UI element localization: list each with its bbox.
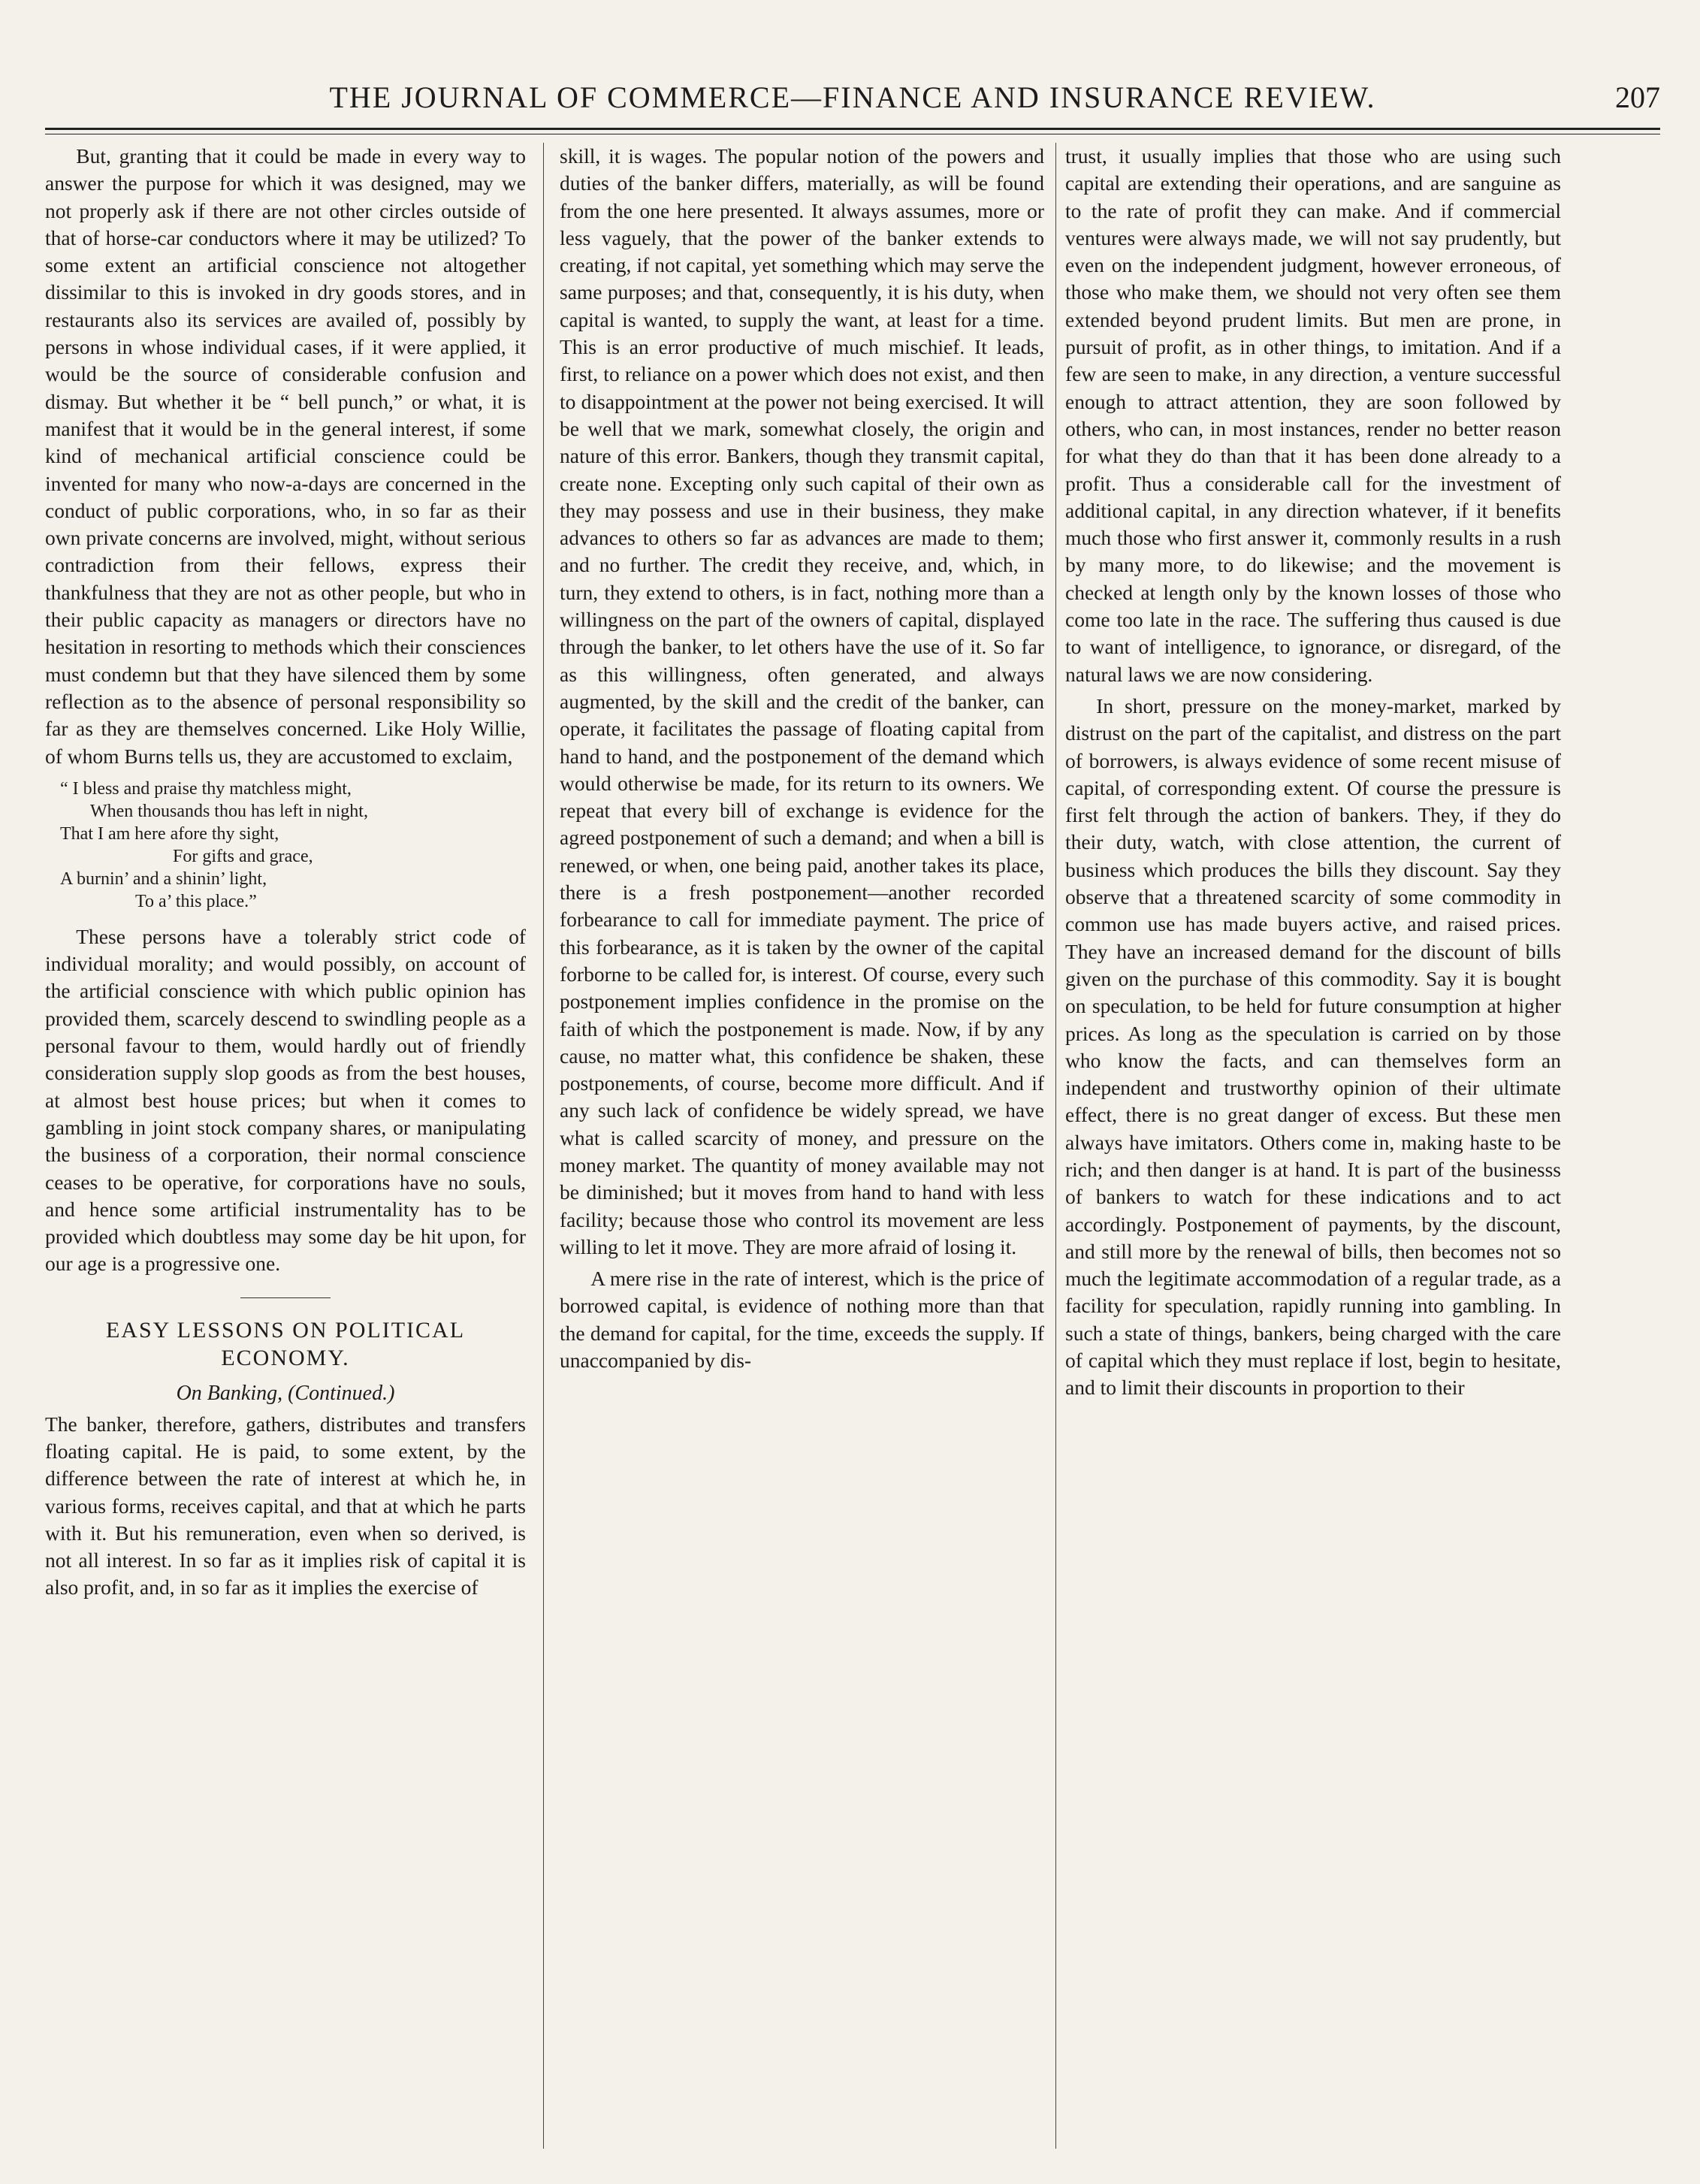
- poem-line: For gifts and grace,: [173, 846, 313, 866]
- section-separator: [240, 1297, 331, 1298]
- column-3: [1065, 143, 1561, 2156]
- header-rule-thick: [45, 128, 1660, 130]
- paragraph: But, granting that it could be made in every way to answer the purpose for which it was designed, may we not properly ask if there are not other circles outside of that of horse-car conductors where it may be utilized? To some extent an artificial conscience not altogether dissimilar to this is invoked in dry goods stores, and in restaurants also its services are availed of, possibly by persons in whose individual cases, if it were applied, it would be the source of considerable confusion and dismay. But whether it be “ bell punch,” or what, it is manifest that it would be in the general interest, if some kind of mechanical artificial conscience could be invented for many who now-a-days are concerned in the conduct of public corporations, who, in so far as their own private concerns are involved, might, without serious contradiction from their fellows, express their thankfulness that they are not as other people, but who in their public capacity as managers or directors have no hesitation in resorting to methods which their consciences must condemn but that they have silenced them by some reflection as to the absence of personal responsibility so far as they are themselves concerned. Like Holy Willie, of whom Burns tells us, they are accustomed to exclaim,: [45, 144, 526, 768]
- paragraph: A mere rise in the rate of interest, which is the price of borrowed capital, is evidence of nothing more than that the demand for capital, for the time, exceeds the supply. If unaccompanied by dis-: [560, 1267, 1044, 1373]
- poem-line: To a’ this place.”: [135, 891, 257, 911]
- column-divider: [543, 143, 544, 2149]
- page-number: 207: [1615, 80, 1660, 114]
- page-header: [45, 75, 1660, 120]
- poem-line: When thousands thou has left in night,: [90, 801, 368, 821]
- paragraph: trust, it usually implies that those who are using such capital are extending their operations, and are sanguine as to the rate of profit they can make. And if commercial ventures were always made, we will not say prudently, but even on the independent judgment, however erroneous, of those who make them, we should not very often see them extended beyond prudent limits. But men are prone, in pursuit of profit, as in other things, to imitation. And if a few are seen to make, in any direction, a venture successful enough to attract attention, they are soon followed by others, who can, in most instances, render no better reason for what they do than that it has been done already to a profit. Thus a considerable call for the investment of additional capital, in any direction whatever, if it benefits much those who first answer it, commonly results in a rush by many more, to do likewise; and the movement is checked at length only by the known losses of those who come too late in the race. The suffering thus caused is due to want of intelligence, to ignorance, or disregard, of the natural laws we are now considering.: [1065, 144, 1561, 686]
- section-title: [45, 1316, 526, 1373]
- section-title-line: ECONOMY.: [221, 1346, 350, 1371]
- paragraph: The banker, therefore, gathers, distributes and transfers floating capital. He is paid, to some extent, by the difference between the rate of interest at which he, in various forms, receives capital, and that at which he parts with it. But his remuneration, even when so derived, is not all interest. In so far as it implies risk of capital it is also profit, and, in so far as it implies the exercise of: [45, 1412, 526, 1599]
- section-subtitle: On Banking, (Continued.): [176, 1381, 395, 1405]
- column-1: [45, 143, 526, 2156]
- journal-title: THE JOURNAL OF COMMERCE—FINANCE AND INSURANCE REVIEW.: [329, 80, 1376, 114]
- poem-quote: [60, 778, 526, 913]
- paragraph: These persons have a tolerably strict code of individual morality; and would possibly, on account of the artificial conscience with which public opinion has provided them, scarcely descend to swindling people as a personal favour to them, would hardly out of friendly consideration supply slop goods as from the best houses, at almost best house prices; but when it comes to gambling in joint stock company shares, or manipulating the business of a corporation, their normal conscience ceases to be operative, for corporations have no souls, and hence some artificial instrumentality has to be provided which doubtless may some day be hit upon, for our age is a progressive one.: [45, 924, 526, 1276]
- column-2: [560, 143, 1044, 2156]
- paragraph: skill, it is wages. The popular notion of the powers and duties of the banker differs, materially, as will be found from the one here presented. It always assumes, more or less vaguely, that the power of the banker extends to creating, if not capital, yet something which may serve the same purposes; and that, consequently, it is his duty, when capital is wanted, to supply the want, at least for a time. This is an error productive of much mischief. It leads, first, to reliance on a power which does not exist, and then to disappointment at the power not being exercised. It will be well that we mark, somewhat closely, the origin and nature of this error. Bankers, though they transmit capital, create none. Excepting only such capital of their own as they may possess and use in their business, they make advances to others so far as advances are made to them; and no further. The credit they receive, and, which, in turn, they extend to others, is in fact, nothing more than a willingness on the part of the owners of capital, displayed through the banker, to let others have the use of it. So far as this willingness, often generated, and always augmented, by the skill and the credit of the banker, can operate, it facilitates the passage of floating capital from hand to hand, and the postponement of the demand which would otherwise be made, for its return to its owners. We repeat that every bill of exchange is evidence for the agreed postponement of such a demand; and when a bill is renewed, or when, one being paid, another takes its place, there is a fresh postponement—another recorded forbearance to call for immediate payment. The price of this forbearance, as it is taken by the owner of the capital forborne to be called for, is interest. Of course, every such postponement implies confidence in the promise on the faith of which the postponement is made. Now, if by any cause, no matter what, this confidence be shaken, these postponements, of course, become more difficult. And if any such lack of confidence be widely spread, we have what is called scarcity of money, and pressure on the money market. The quantity of money available may not be diminished; but it moves from hand to hand with less facility; because those who control its movement are less willing to let it move. They are more afraid of losing it.: [560, 144, 1044, 1258]
- poem-line: That I am here afore thy sight,: [60, 823, 279, 844]
- column-divider: [1055, 143, 1056, 2149]
- paragraph: In short, pressure on the money-market, marked by distrust on the part of the capitalist, and distress on the part of borrowers, is always evidence of some recent misuse of capital, of corresponding extent. Of course the pressure is first felt through the action of bankers. They, if they do their duty, watch, with close attention, the current of business which produces the bills they discount. Say they observe that a threatened scarcity of some commodity in common use has made buyers active, and raised prices. They have an increased demand for the discount of bills given on the purchase of this commodity. Say it is bought on speculation, to be held for future consumption at higher prices. As long as the speculation is carried on by those who know the facts, and can themselves form an independent and trustworthy opinion of their ultimate effect, there is no great danger of excess. But these men always have imitators. Others come in, making haste to be rich; and then danger is at hand. It is part of the businesss of bankers to watch for these indications and to act accordingly. Postponement of payments, by the discount, and still more by the renewal of bills, then becomes not so much the legitimate accommodation of a regular trade, as a facility for speculation, rapidly running into gambling. In such a state of things, bankers, being charged with the care of capital which they must replace if lost, begin to hesitate, and to limit their discounts in proportion to their: [1065, 693, 1561, 1400]
- poem-line: “ I bless and praise thy matchless might,: [60, 778, 352, 799]
- poem-line: A burnin’ and a shinin’ light,: [60, 868, 267, 889]
- section-title-line: EASY LESSONS ON POLITICAL: [105, 1317, 466, 1343]
